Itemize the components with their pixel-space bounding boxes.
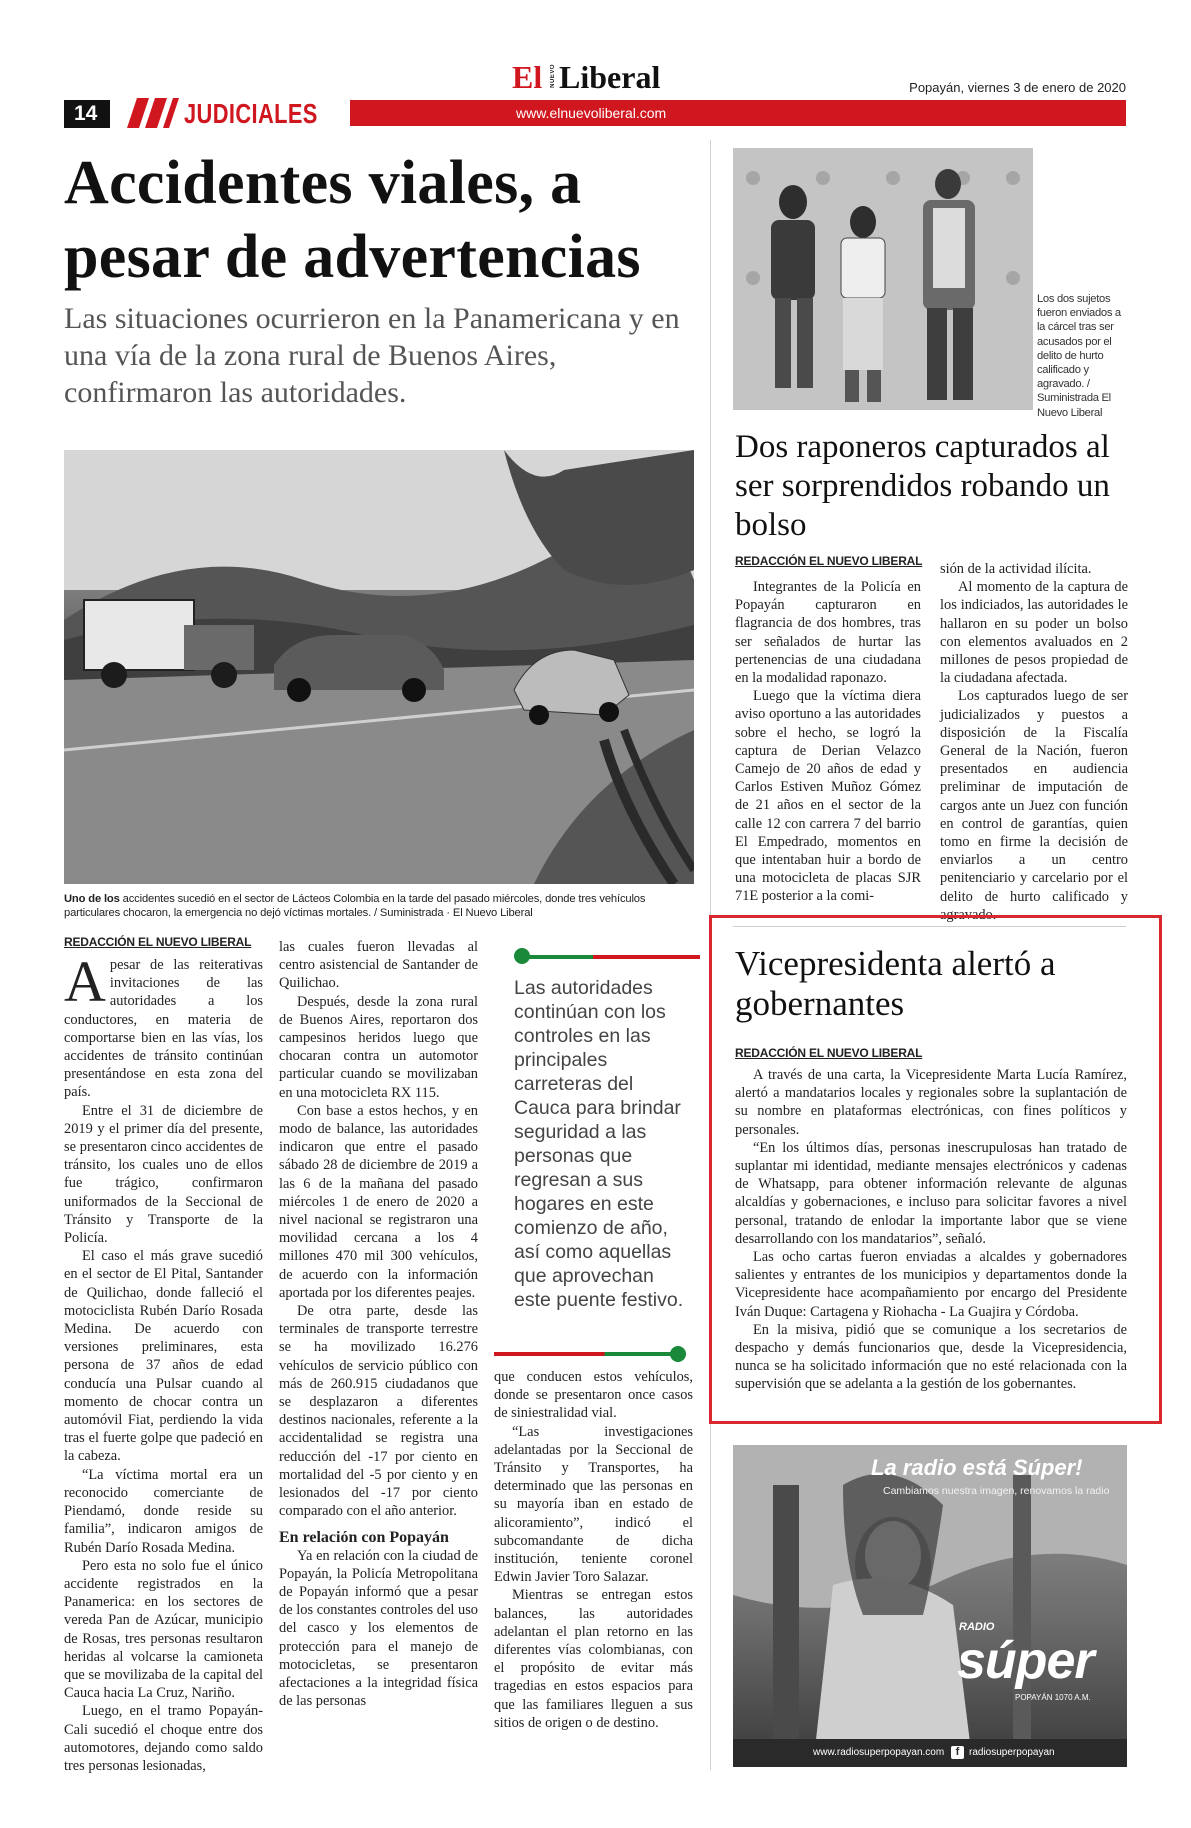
vp-body [735, 1066, 1127, 1394]
radio-ad[interactable] [733, 1445, 1127, 1767]
ad-brand: súper [957, 1632, 1094, 1690]
main-col2-subhead: En relación con Popayán [279, 1528, 449, 1546]
main-col2-para: Ya en relación con la ciudad de Popayán, la Policía Metropolitana de Popayán informó que a pesar de los constantes controles del uso del casco y los elementos de protección para el manejo de motocicletas, se presentaron afectaciones a la integridad física de las personas [279, 1547, 478, 1710]
main-col3-para: Mientras se entregan estos balances, las autoridades adelantan el plan retorno en las diferentes vías colombianas, con el propósito de evitar más tragedias en estos espacios para que las familiares lleguen a sus sitios de origen o de destino. [494, 1587, 693, 1731]
green-dot-icon [670, 1346, 686, 1362]
ad-footer [733, 1739, 1127, 1767]
logo-el: El [512, 59, 543, 95]
ad-social[interactable]: radiosuperpopayan [969, 1747, 1055, 1758]
masthead [0, 0, 1191, 130]
logo-liberal: Liberal [559, 59, 661, 95]
vp-para: A través de una carta, la Vicepresidente Marta Lucía Ramírez, alertó a mandatarios locales y regionales sobre la suplantación de su nombre en plataformas electrónicas, con fines políticos y personales. [735, 1067, 1127, 1138]
drop-cap: A [64, 949, 106, 1014]
vp-para: En la misiva, pidió que se comunique a los secretarios de despacho y demás funcionarios que, desde la Vicepresidencia, nunca se ha solicitado información que no esté relacionada con la supervisión que se adelanta a la gestión de los gobernantes. [735, 1321, 1127, 1393]
accident-photo [64, 450, 694, 884]
robbery-col2-para: Al momento de la captura de los indiciados, las autoridades le hallaron en su poder un bolso con elementos avaluados en 2 millones de pesos propiedad de la ciudadana afectada. [940, 579, 1128, 687]
pullquote-rule-bottom [494, 1352, 678, 1356]
robbery-col2-para: Los capturados luego de ser judicializados y puestos a disposición de la Fiscalía General de la Nación, fueron presentados en audiencia preliminar de imputación de cargos ante un Juez con función en control de garantías, quien tomo en firme la decisión de enviarlos a un centro penitenciario y carcelario por el delito de hurto calificado y agravado. [940, 688, 1128, 923]
main-col1-para: Entre el 31 de diciembre de 2019 y el primer día del presente, se presentaron cinco accidentes de tránsito, los cuales uno de ellos fue trágico, confirmaron uniformados de la Seccional de Tránsito y Transporte de la Policía. [64, 1102, 263, 1247]
ad-slogan: La radio está Súper! [871, 1455, 1083, 1480]
page-number: 14 [74, 102, 98, 125]
vp-para: “En los últimos días, personas inescrupulosas han tratado de suplantar mi identidad, mediante mensajes electrónicos y cadenas de Whatsapp, para obtener información relevante de algunas alcaldías y gobernaciones, e incluso para solicitar favores a nivel personal, tratando de enlodar la importante labor que se viene desarrollando con los mandatarios”, señaló. [735, 1139, 1127, 1247]
pullquote-rule-top [522, 955, 700, 959]
robbery-col1-para: Luego que la víctima diera aviso oportuno a las autoridades sobre el hecho, se logró la captura de Derian Velazco Camejo de 20 años de edad y Carlos Estiven Muñoz Gómez de 21 años en el sector de la calle 12 con carrera 7 del barrio El Empedrado, momentos en que intentaban huir a bordo de una motocicleta de placas SJR 71E posterior a la comi- [735, 688, 921, 905]
main-byline: REDACCIÓN EL NUEVO LIBERAL [64, 935, 252, 949]
ad-brand-small: RADIO [959, 1621, 995, 1633]
main-headline: Accidentes viales, a pesar de advertencias [64, 149, 641, 291]
facebook-icon[interactable]: f [951, 1746, 964, 1759]
robbery-col1-para: Integrantes de la Policía en Popayán capturaron en flagrancia de dos hombres, tras ser señalados de hurtar las pertenencias de una ciudadana en la modalidad raponazo. [735, 579, 921, 687]
main-col1-para: “La víctima mortal era un reconocido comerciante de Piendamó, donde reside su familia”, indicaron amigos de Rubén Darío Rosada Medina. [64, 1466, 263, 1556]
main-col2-para: Después, desde la zona rural de Buenos Aires, reportaron dos campesinos heridos luego que chocaran contra un automotor particular cuando se movilizaban en una motocicleta RX 115. [279, 993, 478, 1101]
main-col1-para: El caso el más grave sucedió en el sector de El Pital, Santander de Quilichao, donde falleció el motociclista Rubén Darío Rosada Medina. De acuerdo con versiones preliminares, esta persona de 37 años de edad conducía una Pulsar cuando al momento de chocar contra un automóvil Fiat, perdiendo la vida tras el fuerte golpe que padeció en la cabeza. [64, 1248, 263, 1465]
suspects-illustration [733, 148, 1033, 410]
page-number-box [64, 100, 110, 128]
main-col1-para: pesar de las reiterativas invitaciones de las autoridades a los conductores, en materia de comportarse bien en las vías, los accidentes de tránsito continúan presentándose en esta zona del país. [64, 957, 263, 1101]
ad-website[interactable]: www.radiosuperpopayan.com [813, 1747, 945, 1758]
section-title: JUDICIALES [184, 98, 318, 129]
ad-brand-sub: POPAYÁN 1070 A.M. [1015, 1693, 1091, 1702]
logo-nuevo: NUEVO [550, 64, 556, 88]
robbery-col-1 [735, 578, 921, 906]
photo-caption-lead: Uno de los [64, 893, 120, 905]
robbery-photo-caption: Los dos sujetos fueron enviados a la cárcel tras ser acusados por el delito de hurto calificado y agravado. / Suministrada El Nuevo Liberal [1037, 293, 1121, 419]
header-red-bar [350, 100, 1126, 126]
section-stripes-icon [115, 98, 185, 128]
main-col2-para: Con base a estos hechos, y en modo de balance, las autoridades indicaron que entre el pasado sábado 28 de diciembre de 2019 a las 6 de la mañana del pasado miércoles 1 de enero de 2020 a nivel nacional se registraron una movilidad cercana a los 4 millones 470 mil 300 vehículos, de acuerdo con la información aportada por los diferentes peajes. [279, 1102, 478, 1301]
main-col-1 [64, 949, 263, 1775]
robbery-photo [733, 148, 1033, 410]
robbery-headline: Dos raponeros capturados al ser sorprendidos robando un bolso [735, 429, 1110, 543]
logo [512, 60, 692, 96]
main-col1-para: Luego, en el tramo Popayán-Cali sucedió el choque entre dos automotores, dejando como saldo tres personas lesionadas, [64, 1703, 263, 1774]
vp-para: Las ocho cartas fueron enviadas a alcaldes y gobernadores salientes y entrantes de los municipios y departamentos donde la Vicepresidente hace acompañamiento por encargo del Presidente Iván Duque: Cartagena y Riohacha - La Guajira y Córdoba. [735, 1249, 1127, 1320]
robbery-col2-para: sión de la actividad ilícita. [940, 561, 1092, 577]
date-line: Popayán, viernes 3 de enero de 2020 [909, 80, 1126, 95]
main-col-3 [494, 1368, 693, 1732]
pullquote-box [494, 948, 700, 1358]
vp-headline: Vicepresidenta alertó a gobernantes [735, 944, 1056, 1023]
accident-scene-illustration [64, 450, 694, 884]
main-col3-para: “Las investigaciones adelantadas por la Seccional de Tránsito y Transportes, ha determinado que las personas en su mayoría iban en estado de alicoramiento”, indicó el subcomandante de dicha institución, teniente coronel Edwin Javier Toro Salazar. [494, 1423, 693, 1586]
robbery-byline: REDACCIÓN EL NUEVO LIBERAL [735, 554, 923, 568]
main-col1-para: Pero esta no solo fue el único accidente registrados en la Panamerica: en los sectores de vereda Pan de Azúcar, municipio de Rosas, tres personas resultaron heridas al volcarse la camioneta que se movilizaba de la capital del Cauca hacia La Cruz, Nariño. [64, 1557, 263, 1702]
photo-caption [64, 892, 694, 920]
vp-byline: REDACCIÓN EL NUEVO LIBERAL [735, 1046, 923, 1060]
robbery-col-2 [940, 560, 1128, 924]
main-subheadline: Las situaciones ocurrieron en la Panamericana y en una vía de la zona rural de Buenos Aires, confirmaron las autoridades. [64, 302, 680, 409]
ad-tagline: Cambiamos nuestra imagen, renovamos la radio [883, 1485, 1110, 1497]
main-col-2 [279, 938, 478, 1710]
pullquote-text: Las autoridades continúan con los controles en las principales carreteras del Cauca para brindar seguridad a las personas que regresan a sus hogares en este comienzo de año, así como aquellas que aprovechan este puente festivo. [514, 977, 684, 1311]
website: www.elnuevoliberal.com [516, 105, 667, 121]
main-col2-para: las cuales fueron llevadas al centro asistencial de Santander de Quilichao. [279, 939, 478, 992]
main-col2-para: De otra parte, desde las terminales de transporte terrestre se ha movilizado 16.276 vehículos de servicio público con más de 260.915 ciudadanos que se desplazaron a diferentes destinos nacionales, referente a la accidentalidad se registra una reducción del -17 por ciento en mortalidad del -5 por ciento y en lesionados del -17 por ciento comparado con el año anterior. [279, 1303, 478, 1520]
main-col3-para: que conducen estos vehículos, donde se presentaron once casos de siniestralidad vial. [494, 1369, 693, 1422]
photo-caption-text: accidentes sucedió en el sector de Lácteos Colombia en la tarde del pasado miércoles, donde tres vehículos particulares chocaron, la emergencia no dejó víctimas mortales. / Suministrada · El Nuevo Liberal [64, 893, 646, 919]
